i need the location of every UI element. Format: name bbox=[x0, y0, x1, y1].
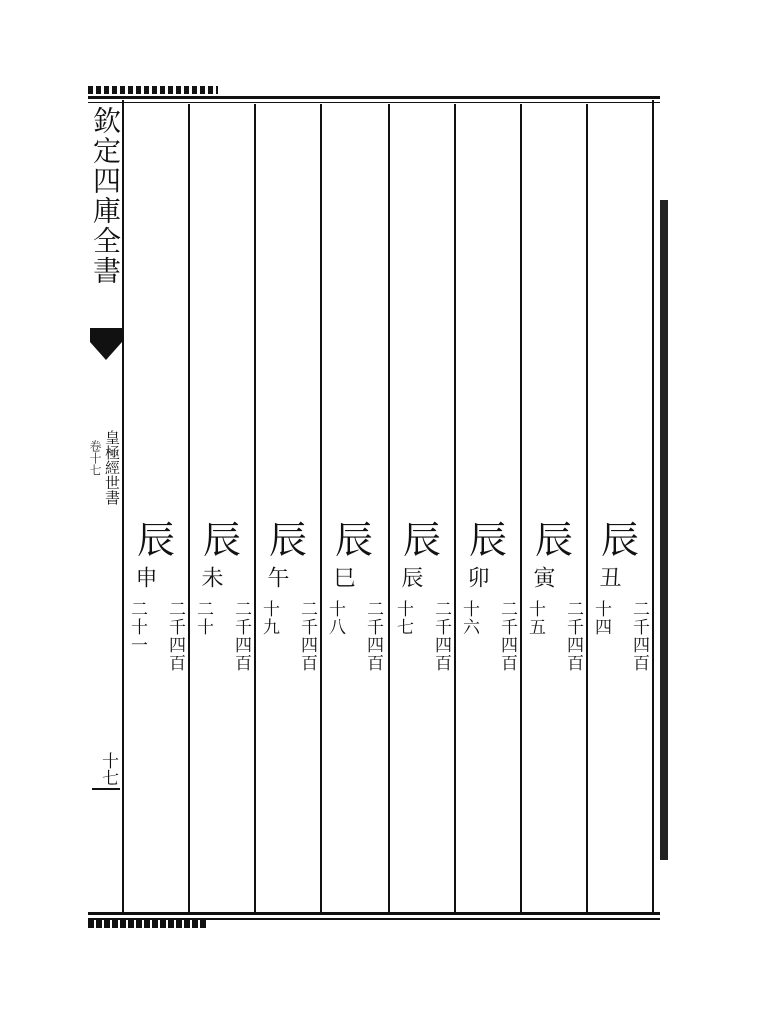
right-border bbox=[652, 100, 654, 914]
entry-branch: 巳 bbox=[330, 566, 355, 588]
top-edge-marks bbox=[88, 86, 218, 94]
page-number-rule bbox=[92, 788, 120, 790]
entry-main: 辰 bbox=[468, 518, 507, 562]
margin-column-border bbox=[122, 100, 124, 914]
entry-branch: 午 bbox=[264, 566, 289, 588]
entry-number-right: 二千四百 bbox=[431, 600, 451, 672]
entry-column bbox=[322, 520, 386, 760]
entry-branch: 申 bbox=[132, 566, 157, 588]
entry-column bbox=[522, 520, 586, 760]
entry-branch: 卯 bbox=[464, 566, 489, 588]
entry-main: 辰 bbox=[534, 518, 573, 562]
entry-number-right: 二千四百 bbox=[363, 600, 383, 672]
entry-main: 辰 bbox=[402, 518, 441, 562]
entry-number-left: 十六 bbox=[459, 600, 479, 636]
column-divider bbox=[586, 104, 588, 912]
entry-branch: 寅 bbox=[530, 566, 555, 588]
column-divider bbox=[388, 104, 390, 912]
entry-number-left: 十四 bbox=[591, 600, 611, 636]
entry-number-right: 二千四百 bbox=[231, 600, 251, 672]
entry-column bbox=[190, 520, 254, 760]
entry-column bbox=[588, 520, 652, 760]
entry-number-right: 二千四百 bbox=[563, 600, 583, 672]
entry-number-right: 二千四百 bbox=[165, 600, 185, 672]
column-divider bbox=[454, 104, 456, 912]
book-title: 欽定四庫全書 bbox=[89, 106, 122, 286]
entry-number-left: 十九 bbox=[259, 600, 279, 636]
entry-branch: 丑 bbox=[596, 566, 621, 588]
entry-number-left: 十八 bbox=[325, 600, 345, 636]
entry-main: 辰 bbox=[136, 518, 175, 562]
entry-branch: 辰 bbox=[398, 566, 423, 588]
entry-main: 辰 bbox=[202, 518, 241, 562]
top-border-inner bbox=[88, 102, 660, 103]
entry-branch: 未 bbox=[198, 566, 223, 588]
top-border bbox=[88, 96, 660, 99]
entry-number-left: 十七 bbox=[393, 600, 413, 636]
column-divider bbox=[254, 104, 256, 912]
entry-number-right: 二千四百 bbox=[497, 600, 517, 672]
entry-column bbox=[256, 520, 320, 760]
entry-number-left: 十五 bbox=[525, 600, 545, 636]
entry-column bbox=[456, 520, 520, 760]
entry-column bbox=[390, 520, 454, 760]
section-subtitle: 卷十七 bbox=[88, 440, 102, 476]
bottom-edge-marks bbox=[88, 920, 208, 928]
entry-main: 辰 bbox=[334, 518, 373, 562]
section-title: 皇極經世書 bbox=[103, 430, 121, 505]
right-thick-border bbox=[660, 200, 668, 860]
entry-number-right: 二千四百 bbox=[297, 600, 317, 672]
column-divider bbox=[520, 104, 522, 912]
page-number: 十七 bbox=[98, 752, 118, 786]
entry-main: 辰 bbox=[600, 518, 639, 562]
entry-main: 辰 bbox=[268, 518, 307, 562]
entry-number-right: 二千四百 bbox=[629, 600, 649, 672]
entry-number-left: 二十一 bbox=[127, 600, 147, 654]
entry-column bbox=[124, 520, 188, 760]
column-divider bbox=[188, 104, 190, 912]
entry-number-left: 二十 bbox=[193, 600, 213, 636]
column-divider bbox=[320, 104, 322, 912]
bottom-border bbox=[88, 912, 660, 915]
fish-tail-ornament bbox=[90, 328, 122, 362]
